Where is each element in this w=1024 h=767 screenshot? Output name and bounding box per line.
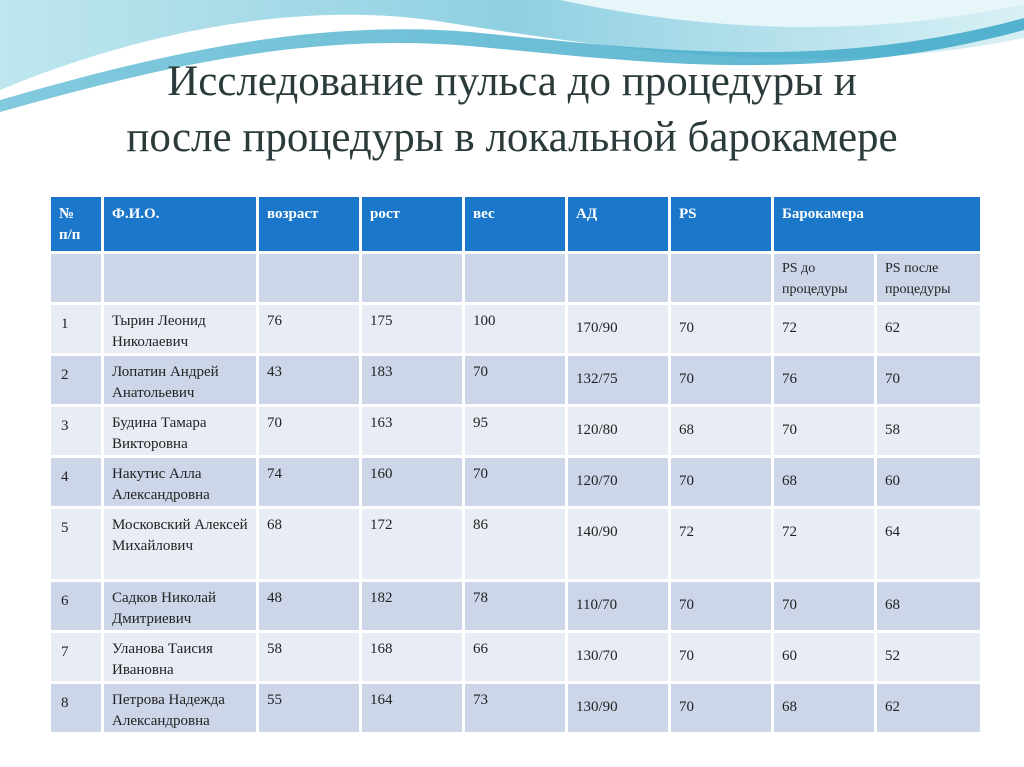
cell-ps: 70 (671, 582, 771, 630)
header-cell-name: Ф.И.О. (104, 197, 256, 251)
cell-num: 3 (51, 407, 101, 455)
table-row (51, 407, 980, 455)
subheader-empty (259, 254, 359, 302)
subheader-ps-before: PS до процедуры (774, 254, 874, 302)
cell-ps: 70 (671, 684, 771, 732)
cell-ps: 70 (671, 305, 771, 353)
cell-bp: 130/70 (568, 633, 668, 681)
header-cell-num: № п/п (51, 197, 101, 251)
cell-age: 58 (259, 633, 359, 681)
cell-name: Лопатин Андрей Анатольевич (104, 356, 256, 404)
cell-bp: 120/80 (568, 407, 668, 455)
cell-bp: 120/70 (568, 458, 668, 506)
subheader-empty (362, 254, 462, 302)
cell-ps-before: 72 (774, 305, 874, 353)
cell-name: Садков Николай Дмитриевич (104, 582, 256, 630)
cell-ps-after: 70 (877, 356, 980, 404)
cell-bp: 140/90 (568, 509, 668, 579)
cell-weight: 86 (465, 509, 565, 579)
cell-ps-after: 64 (877, 509, 980, 579)
subheader-ps-after: PS после процедуры (877, 254, 980, 302)
cell-weight: 70 (465, 458, 565, 506)
cell-ps-before: 68 (774, 684, 874, 732)
cell-age: 74 (259, 458, 359, 506)
header-cell-weight: вес (465, 197, 565, 251)
table-row (51, 509, 980, 579)
cell-ps: 68 (671, 407, 771, 455)
table-row (51, 458, 980, 506)
cell-height: 175 (362, 305, 462, 353)
cell-ps-before: 68 (774, 458, 874, 506)
cell-ps-after: 52 (877, 633, 980, 681)
cell-name: Уланова Таисия Ивановна (104, 633, 256, 681)
pulse-study-table (48, 194, 983, 735)
cell-age: 43 (259, 356, 359, 404)
cell-weight: 78 (465, 582, 565, 630)
cell-weight: 100 (465, 305, 565, 353)
subheader-empty (51, 254, 101, 302)
cell-bp: 110/70 (568, 582, 668, 630)
header-cell-barochamber: Барокамера (774, 197, 980, 251)
table-row (51, 305, 980, 353)
cell-num: 2 (51, 356, 101, 404)
cell-name: Петрова Надежда Александровна (104, 684, 256, 732)
cell-ps: 72 (671, 509, 771, 579)
cell-ps-before: 70 (774, 582, 874, 630)
table-row (51, 633, 980, 681)
cell-name: Тырин Леонид Николаевич (104, 305, 256, 353)
cell-height: 183 (362, 356, 462, 404)
table-row (51, 582, 980, 630)
table-row (51, 356, 980, 404)
cell-age: 76 (259, 305, 359, 353)
cell-age: 70 (259, 407, 359, 455)
cell-ps-after: 60 (877, 458, 980, 506)
cell-num: 8 (51, 684, 101, 732)
header-cell-height: рост (362, 197, 462, 251)
cell-ps-before: 70 (774, 407, 874, 455)
cell-height: 160 (362, 458, 462, 506)
cell-ps-after: 68 (877, 582, 980, 630)
header-cell-age: возраст (259, 197, 359, 251)
cell-ps-after: 62 (877, 305, 980, 353)
cell-name: Накутис Алла Александровна (104, 458, 256, 506)
table-header-row (51, 197, 980, 251)
cell-height: 182 (362, 582, 462, 630)
cell-ps: 70 (671, 356, 771, 404)
cell-weight: 66 (465, 633, 565, 681)
table-row (51, 684, 980, 732)
header-cell-ps: PS (671, 197, 771, 251)
cell-height: 163 (362, 407, 462, 455)
cell-age: 55 (259, 684, 359, 732)
cell-height: 172 (362, 509, 462, 579)
cell-ps-before: 72 (774, 509, 874, 579)
cell-num: 5 (51, 509, 101, 579)
cell-ps-before: 60 (774, 633, 874, 681)
table-subheader-row (51, 254, 980, 302)
cell-age: 48 (259, 582, 359, 630)
cell-weight: 95 (465, 407, 565, 455)
subheader-empty (671, 254, 771, 302)
cell-ps-before: 76 (774, 356, 874, 404)
cell-name: Будина Тамара Викторовна (104, 407, 256, 455)
cell-weight: 73 (465, 684, 565, 732)
cell-height: 164 (362, 684, 462, 732)
cell-ps-after: 62 (877, 684, 980, 732)
cell-name: Московский Алексей Михайлович (104, 509, 256, 579)
cell-weight: 70 (465, 356, 565, 404)
cell-bp: 170/90 (568, 305, 668, 353)
cell-ps-after: 58 (877, 407, 980, 455)
cell-ps: 70 (671, 458, 771, 506)
slide-title (0, 54, 1024, 166)
cell-ps: 70 (671, 633, 771, 681)
cell-bp: 132/75 (568, 356, 668, 404)
title-line-1: Исследование пульса до процедуры и (167, 58, 857, 105)
header-cell-bp: АД (568, 197, 668, 251)
title-line-2: после процедуры в локальной барокамере (126, 114, 898, 161)
cell-num: 7 (51, 633, 101, 681)
cell-num: 1 (51, 305, 101, 353)
cell-num: 4 (51, 458, 101, 506)
cell-height: 168 (362, 633, 462, 681)
cell-age: 68 (259, 509, 359, 579)
cell-bp: 130/90 (568, 684, 668, 732)
subheader-empty (104, 254, 256, 302)
cell-num: 6 (51, 582, 101, 630)
subheader-empty (465, 254, 565, 302)
subheader-empty (568, 254, 668, 302)
